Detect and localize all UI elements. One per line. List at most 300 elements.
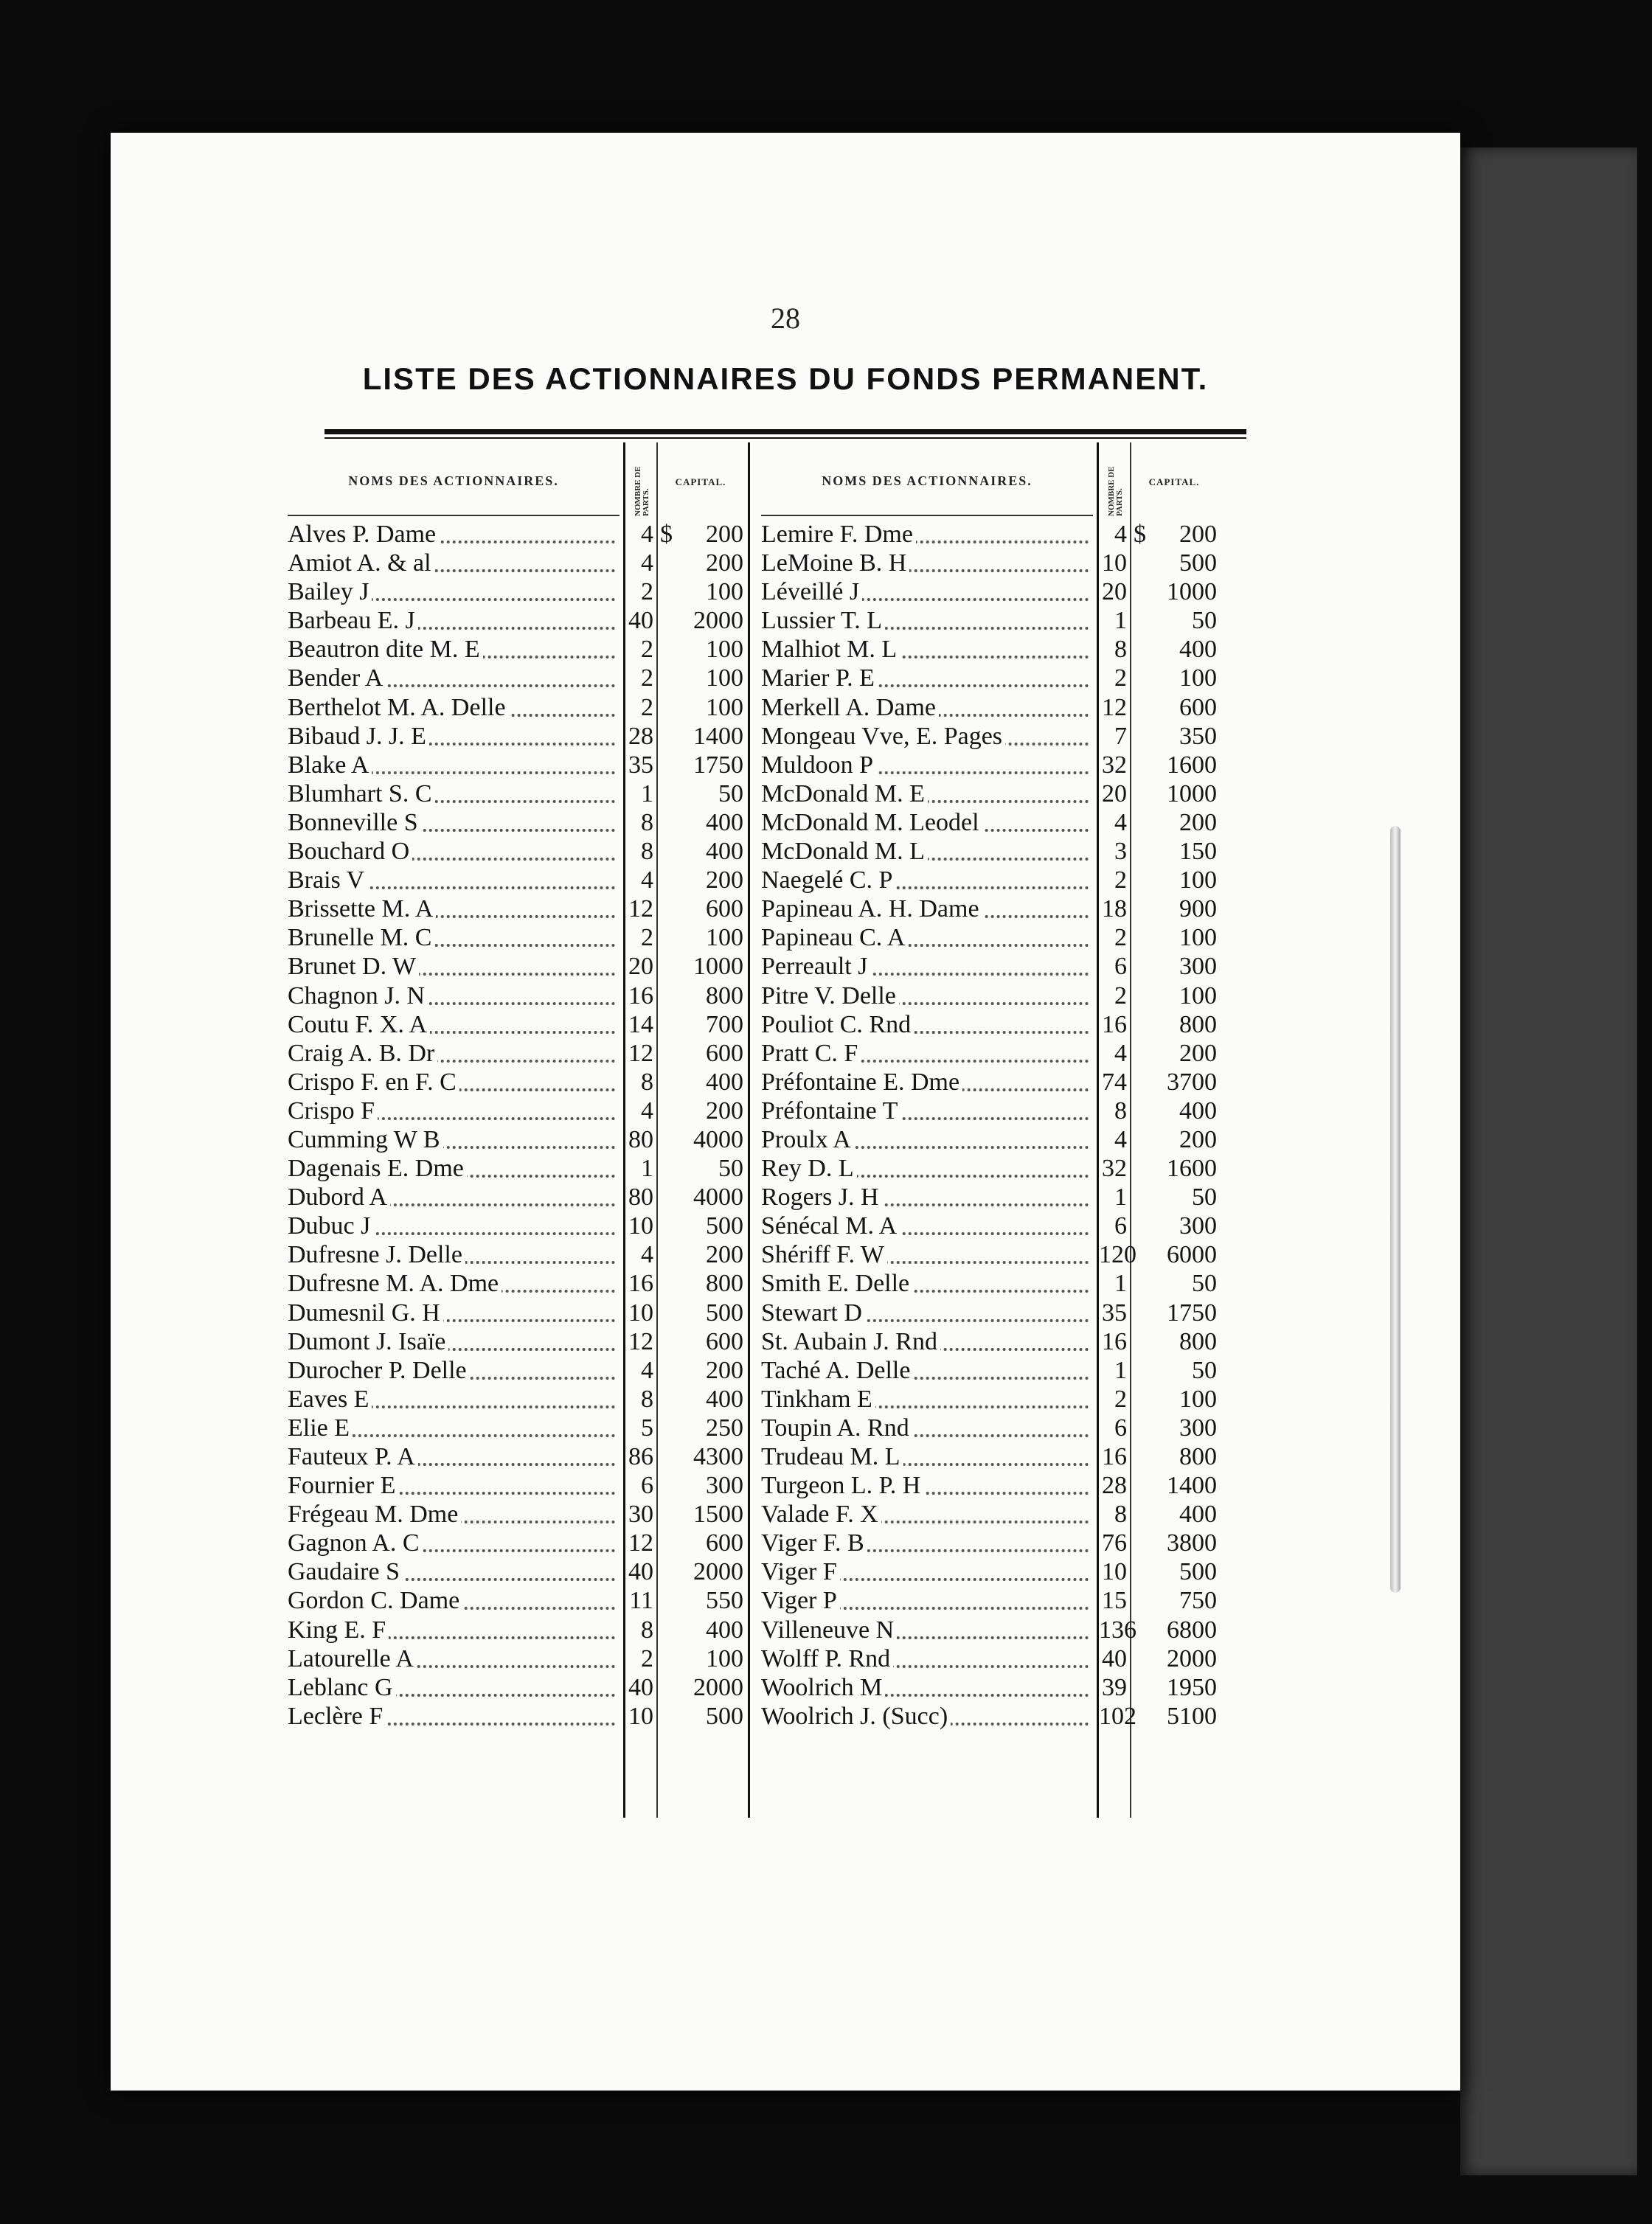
capital-amount: 500 bbox=[706, 1702, 743, 1730]
dollar-sign: $ bbox=[1134, 521, 1146, 548]
shareholder-name-cell bbox=[288, 1471, 621, 1500]
table-row bbox=[761, 1097, 1233, 1125]
shareholder-name: Valade F. X bbox=[761, 1501, 881, 1528]
table-row bbox=[761, 1644, 1233, 1673]
capital-amount: 100 bbox=[706, 924, 743, 952]
shareholder-name: Smith E. Delle bbox=[761, 1270, 912, 1297]
shareholder-name: Naegelé C. P bbox=[761, 866, 895, 894]
table-row bbox=[288, 923, 760, 952]
parts-count: 2 bbox=[1114, 924, 1127, 952]
header-parts: NOMBRE DE PARTS. bbox=[634, 466, 650, 516]
shareholder-name: Taché A. Delle bbox=[761, 1357, 913, 1384]
shareholder-name: Bailey J bbox=[288, 578, 372, 605]
shareholder-name-cell bbox=[761, 751, 1094, 779]
table-row bbox=[761, 1385, 1233, 1414]
parts-count: 16 bbox=[628, 981, 653, 1010]
capital-amount: 2000 bbox=[693, 1558, 743, 1586]
shareholder-name: Pratt C. F bbox=[761, 1040, 861, 1067]
shareholder-name-cell bbox=[761, 1529, 1094, 1557]
shareholder-name-cell bbox=[761, 1299, 1094, 1327]
table-header bbox=[288, 442, 774, 516]
capital-amount: 400 bbox=[706, 1068, 743, 1096]
table-row bbox=[288, 1010, 760, 1039]
table-row bbox=[761, 1212, 1233, 1240]
table-row bbox=[288, 722, 760, 751]
shareholder-name-cell bbox=[288, 1299, 621, 1327]
parts-count: 5 bbox=[641, 1414, 653, 1442]
capital-amount: 50 bbox=[718, 779, 743, 807]
shareholder-name-cell bbox=[288, 1673, 621, 1702]
shareholder-name: Leclère F bbox=[288, 1703, 386, 1730]
capital-amount: 900 bbox=[1179, 895, 1217, 923]
parts-count: 8 bbox=[1114, 1501, 1127, 1529]
table-row bbox=[761, 894, 1233, 923]
capital-amount: 100 bbox=[706, 1644, 743, 1672]
shareholder-name-cell bbox=[761, 1442, 1094, 1471]
shareholder-name: Eaves E bbox=[288, 1386, 372, 1413]
table-row bbox=[761, 1010, 1233, 1039]
shareholder-name: LeMoine B. H bbox=[761, 549, 909, 577]
shareholder-name-cell bbox=[761, 894, 1094, 923]
table-header bbox=[761, 442, 1248, 516]
capital-amount: 400 bbox=[706, 1385, 743, 1413]
shareholder-name-cell bbox=[761, 952, 1094, 981]
table-row bbox=[288, 1702, 760, 1731]
parts-count: 14 bbox=[628, 1010, 653, 1038]
shareholder-name-cell bbox=[761, 606, 1094, 635]
shareholder-name: Fournier E bbox=[288, 1472, 398, 1499]
table-row bbox=[761, 1068, 1233, 1097]
parts-count: 8 bbox=[641, 808, 653, 836]
table-row bbox=[288, 1356, 760, 1385]
table-row bbox=[288, 1068, 760, 1097]
parts-count: 4 bbox=[641, 1356, 653, 1384]
parts-count: 16 bbox=[1102, 1010, 1127, 1038]
shareholder-name-cell bbox=[761, 837, 1094, 866]
parts-count: 11 bbox=[629, 1587, 653, 1615]
shareholder-name-cell bbox=[288, 1154, 621, 1183]
shareholder-name: Woolrich J. (Succ) bbox=[761, 1703, 951, 1730]
capital-amount: 200 bbox=[706, 521, 743, 548]
parts-count: 20 bbox=[628, 953, 653, 981]
capital-amount: 4300 bbox=[693, 1443, 743, 1470]
page-number: 28 bbox=[771, 302, 800, 335]
capital-amount: 600 bbox=[1179, 693, 1217, 721]
table-row bbox=[288, 1212, 760, 1240]
shareholder-name-cell bbox=[761, 1471, 1094, 1500]
shareholder-name-cell bbox=[288, 1702, 621, 1731]
capital-amount: 600 bbox=[706, 895, 743, 923]
shareholder-name: Chagnon J. N bbox=[288, 982, 428, 1010]
table-row bbox=[761, 1183, 1233, 1212]
table-row bbox=[288, 1385, 760, 1414]
shareholder-name: Crispo F bbox=[288, 1097, 378, 1125]
capital-amount: 3700 bbox=[1167, 1068, 1217, 1096]
capital-amount: 3800 bbox=[1167, 1529, 1217, 1557]
parts-count: 28 bbox=[1102, 1472, 1127, 1500]
shareholder-name: Préfontaine T bbox=[761, 1097, 900, 1125]
shareholder-name-cell bbox=[288, 1644, 621, 1673]
parts-count: 40 bbox=[1102, 1644, 1127, 1672]
table-row bbox=[288, 1442, 760, 1471]
shareholder-name: Dumesnil G. H bbox=[288, 1299, 443, 1327]
capital-amount: 400 bbox=[706, 808, 743, 836]
shareholder-name-cell bbox=[761, 1212, 1094, 1240]
table-row bbox=[288, 635, 760, 664]
shareholder-name-cell bbox=[288, 1212, 621, 1240]
parts-count: 8 bbox=[641, 838, 653, 866]
capital-amount: 5100 bbox=[1167, 1702, 1217, 1730]
parts-count: 39 bbox=[1102, 1673, 1127, 1701]
shareholder-name-cell bbox=[761, 520, 1094, 549]
table-row bbox=[288, 1097, 760, 1125]
table-row bbox=[288, 1299, 760, 1327]
table-row bbox=[288, 1125, 760, 1154]
shareholder-name: Dufresne M. A. Dme bbox=[288, 1270, 502, 1297]
capital-amount: 100 bbox=[706, 693, 743, 721]
parts-count: 6 bbox=[1114, 953, 1127, 981]
table-row bbox=[288, 549, 760, 577]
shareholder-name: Viger P bbox=[761, 1587, 840, 1614]
capital-amount: 300 bbox=[1179, 1414, 1217, 1442]
capital-amount: 800 bbox=[1179, 1327, 1217, 1355]
table-row bbox=[761, 952, 1233, 981]
capital-amount: 1400 bbox=[1167, 1472, 1217, 1500]
capital-amount: 100 bbox=[1179, 924, 1217, 952]
parts-count: 80 bbox=[628, 1125, 653, 1153]
shareholder-name: Sénécal M. A bbox=[761, 1212, 900, 1240]
parts-count: 8 bbox=[641, 1616, 653, 1644]
shareholder-name-cell bbox=[288, 952, 621, 981]
table-row bbox=[288, 1240, 760, 1269]
shareholder-name: Préfontaine E. Dme bbox=[761, 1068, 962, 1096]
capital-amount: 200 bbox=[1179, 1125, 1217, 1153]
book-spine bbox=[1460, 147, 1637, 2175]
parts-count: 12 bbox=[628, 1327, 653, 1355]
parts-count: 2 bbox=[641, 636, 653, 664]
parts-count: 1 bbox=[641, 1155, 653, 1183]
shareholder-name: Muldoon P bbox=[761, 751, 876, 779]
shareholder-name-cell bbox=[761, 1154, 1094, 1183]
table-row bbox=[288, 952, 760, 981]
table-row bbox=[761, 520, 1233, 549]
capital-amount: 400 bbox=[1179, 1097, 1217, 1125]
shareholder-name-cell bbox=[761, 981, 1094, 1010]
table-row bbox=[288, 1183, 760, 1212]
shareholder-name-cell bbox=[761, 1125, 1094, 1154]
shareholder-name: Léveillé J bbox=[761, 578, 862, 605]
table-row bbox=[288, 1500, 760, 1529]
table-row bbox=[761, 1039, 1233, 1068]
table-row bbox=[288, 577, 760, 606]
shareholder-name: Proulx A bbox=[761, 1126, 854, 1153]
parts-count: 1 bbox=[641, 779, 653, 807]
parts-count: 6 bbox=[1114, 1414, 1127, 1442]
shareholder-name: Trudeau M. L bbox=[761, 1443, 903, 1470]
table-row bbox=[288, 981, 760, 1010]
capital-amount: 50 bbox=[1192, 1356, 1217, 1384]
shareholder-name: Leblanc G bbox=[288, 1674, 396, 1701]
shareholder-name: Lussier T. L bbox=[761, 607, 885, 634]
parts-count: 32 bbox=[1102, 751, 1127, 779]
table-row bbox=[288, 894, 760, 923]
parts-count: 12 bbox=[628, 1529, 653, 1557]
capital-amount: 400 bbox=[706, 838, 743, 866]
capital-amount: 1600 bbox=[1167, 751, 1217, 779]
shareholder-name-cell bbox=[761, 1500, 1094, 1529]
shareholder-name-cell bbox=[288, 1356, 621, 1385]
table-row bbox=[761, 1356, 1233, 1385]
capital-amount: 150 bbox=[1179, 838, 1217, 866]
parts-count: 8 bbox=[1114, 636, 1127, 664]
shareholder-name-cell bbox=[288, 520, 621, 549]
table-row bbox=[761, 1125, 1233, 1154]
shareholder-name-cell bbox=[761, 549, 1094, 577]
parts-count: 8 bbox=[641, 1385, 653, 1413]
shareholder-name: Latourelle A bbox=[288, 1645, 417, 1672]
shareholder-name-cell bbox=[288, 837, 621, 866]
capital-amount: 1500 bbox=[693, 1501, 743, 1529]
capital-amount: 800 bbox=[1179, 1443, 1217, 1470]
parts-count: 4 bbox=[641, 549, 653, 577]
capital-amount: 100 bbox=[706, 578, 743, 606]
capital-amount: 400 bbox=[1179, 636, 1217, 664]
shareholder-name: McDonald M. E bbox=[761, 780, 928, 807]
binding-thread bbox=[1390, 826, 1401, 1593]
table-row bbox=[288, 1673, 760, 1702]
shareholder-name: Elie E bbox=[288, 1414, 353, 1442]
capital-amount: 50 bbox=[718, 1155, 743, 1183]
shareholder-name-cell bbox=[761, 1356, 1094, 1385]
shareholder-name: Cumming W B bbox=[288, 1126, 443, 1153]
shareholder-name-cell bbox=[288, 1442, 621, 1471]
capital-amount: 1750 bbox=[1167, 1299, 1217, 1327]
shareholder-name-cell bbox=[288, 1385, 621, 1414]
table-row bbox=[761, 808, 1233, 837]
shareholder-name-cell bbox=[288, 1125, 621, 1154]
shareholder-name: Alves P. Dame bbox=[288, 521, 439, 548]
shareholder-name-cell bbox=[761, 866, 1094, 894]
shareholder-name-cell bbox=[288, 1183, 621, 1212]
capital-amount: 350 bbox=[1179, 722, 1217, 750]
capital-amount: 800 bbox=[706, 1270, 743, 1298]
table-row bbox=[288, 866, 760, 894]
shareholder-name: Bouchard O bbox=[288, 838, 412, 865]
table-row bbox=[761, 635, 1233, 664]
capital-amount: 1000 bbox=[1167, 578, 1217, 606]
table-row bbox=[761, 577, 1233, 606]
parts-count: 10 bbox=[1102, 549, 1127, 577]
parts-count: 2 bbox=[1114, 664, 1127, 692]
parts-count: 20 bbox=[1102, 779, 1127, 807]
parts-count: 74 bbox=[1102, 1068, 1127, 1096]
header-underline bbox=[761, 515, 1093, 516]
shareholder-name: King E. F bbox=[288, 1616, 389, 1644]
shareholder-name: Barbeau E. J bbox=[288, 607, 418, 634]
parts-count: 2 bbox=[641, 693, 653, 721]
parts-count: 4 bbox=[641, 866, 653, 894]
parts-count: 86 bbox=[628, 1443, 653, 1470]
shareholder-name-cell bbox=[761, 1557, 1094, 1586]
parts-count: 12 bbox=[1102, 693, 1127, 721]
capital-amount: 700 bbox=[706, 1010, 743, 1038]
table-row bbox=[761, 549, 1233, 577]
shareholder-name-cell bbox=[761, 1644, 1094, 1673]
parts-count: 10 bbox=[628, 1702, 653, 1730]
shareholder-name: Viger F bbox=[761, 1558, 840, 1585]
capital-amount: 100 bbox=[706, 636, 743, 664]
capital-amount: 1000 bbox=[693, 953, 743, 981]
table-row bbox=[761, 1557, 1233, 1586]
shareholder-name: Toupin A. Rnd bbox=[761, 1414, 912, 1442]
capital-amount: 600 bbox=[706, 1039, 743, 1067]
shareholder-name: Lemire F. Dme bbox=[761, 521, 916, 548]
page-title: LISTE DES ACTIONNAIRES DU FONDS PERMANENT. bbox=[362, 361, 1209, 396]
table-row bbox=[761, 1269, 1233, 1298]
shareholder-name-cell bbox=[761, 1097, 1094, 1125]
shareholder-name-cell bbox=[288, 1586, 621, 1615]
shareholder-name-cell bbox=[288, 1616, 621, 1644]
table-row bbox=[761, 1529, 1233, 1557]
capital-amount: 100 bbox=[1179, 981, 1217, 1010]
shareholder-name-cell bbox=[288, 1240, 621, 1269]
table-row bbox=[288, 808, 760, 837]
shareholder-name: McDonald M. Leodel bbox=[761, 809, 982, 836]
capital-amount: 200 bbox=[706, 866, 743, 894]
shareholder-name-cell bbox=[761, 1673, 1094, 1702]
shareholder-name-cell bbox=[288, 549, 621, 577]
capital-amount: 1950 bbox=[1167, 1673, 1217, 1701]
shareholder-name: McDonald M. L bbox=[761, 838, 928, 865]
capital-amount: 2000 bbox=[693, 1673, 743, 1701]
table-row bbox=[288, 1586, 760, 1615]
table-row bbox=[288, 1557, 760, 1586]
shareholder-name-cell bbox=[761, 693, 1094, 722]
table-row bbox=[761, 1327, 1233, 1356]
capital-amount: 100 bbox=[1179, 664, 1217, 692]
shareholder-name-cell bbox=[761, 1039, 1094, 1068]
shareholder-name: Villeneuve N bbox=[761, 1616, 897, 1644]
parts-count: 3 bbox=[1114, 838, 1127, 866]
parts-count: 10 bbox=[628, 1212, 653, 1240]
shareholder-name-cell bbox=[761, 577, 1094, 606]
shareholder-name: Papineau A. H. Dame bbox=[761, 895, 982, 922]
capital-amount: 400 bbox=[1179, 1501, 1217, 1529]
shareholder-name: Frégeau M. Dme bbox=[288, 1501, 461, 1528]
shareholder-name-cell bbox=[761, 1183, 1094, 1212]
shareholder-name-cell bbox=[761, 1616, 1094, 1644]
shareholder-name: Fauteux P. A bbox=[288, 1443, 418, 1470]
table-row bbox=[288, 1529, 760, 1557]
shareholder-name: Tinkham E bbox=[761, 1386, 875, 1413]
shareholder-name-cell bbox=[761, 1385, 1094, 1414]
parts-count: 4 bbox=[1114, 1125, 1127, 1153]
capital-amount: 200 bbox=[706, 1097, 743, 1125]
shareholder-name-cell bbox=[288, 1039, 621, 1068]
capital-amount: 400 bbox=[706, 1616, 743, 1644]
parts-count: 10 bbox=[628, 1299, 653, 1327]
shareholder-name: Papineau C. A bbox=[761, 924, 908, 951]
shareholder-name-cell bbox=[288, 894, 621, 923]
shareholder-name-cell bbox=[761, 1586, 1094, 1615]
shareholder-name-cell bbox=[761, 664, 1094, 692]
capital-amount: 800 bbox=[1179, 1010, 1217, 1038]
capital-amount: 600 bbox=[706, 1529, 743, 1557]
parts-count: 4 bbox=[641, 521, 653, 548]
shareholder-name: Brunet D. W bbox=[288, 953, 419, 980]
shareholder-name-cell bbox=[761, 779, 1094, 808]
table-row bbox=[761, 1702, 1233, 1731]
header-capital: CAPITAL. bbox=[675, 476, 726, 487]
shareholder-name: Gaudaire S bbox=[288, 1558, 403, 1585]
shareholder-name: Perreault J bbox=[761, 953, 870, 980]
shareholder-name: Bender A bbox=[288, 664, 386, 692]
table-row bbox=[288, 1414, 760, 1442]
table-row bbox=[288, 520, 760, 549]
capital-amount: 1400 bbox=[693, 722, 743, 750]
shareholder-name: Stewart D bbox=[761, 1299, 865, 1327]
table-row bbox=[761, 664, 1233, 692]
parts-count: 2 bbox=[1114, 981, 1127, 1010]
table-row bbox=[761, 837, 1233, 866]
shareholder-name-cell bbox=[761, 722, 1094, 751]
table-row bbox=[288, 779, 760, 808]
parts-count: 6 bbox=[1114, 1212, 1127, 1240]
shareholder-name-cell bbox=[761, 1414, 1094, 1442]
shareholder-name: Dufresne J. Delle bbox=[288, 1241, 465, 1268]
table-row bbox=[761, 1673, 1233, 1702]
table-row bbox=[288, 1039, 760, 1068]
capital-amount: 6000 bbox=[1167, 1241, 1217, 1269]
parts-count: 1 bbox=[1114, 1184, 1127, 1212]
capital-amount: 4000 bbox=[693, 1184, 743, 1212]
parts-count: 102 bbox=[1099, 1702, 1136, 1730]
shareholder-name: Pitre V. Delle bbox=[761, 982, 899, 1010]
parts-count: 30 bbox=[628, 1501, 653, 1529]
capital-amount: 1000 bbox=[1167, 779, 1217, 807]
header-parts: NOMBRE DE PARTS. bbox=[1107, 466, 1124, 516]
parts-count: 10 bbox=[1102, 1558, 1127, 1586]
table-row bbox=[761, 606, 1233, 635]
shareholder-name-cell bbox=[288, 606, 621, 635]
shareholder-name: Berthelot M. A. Delle bbox=[288, 694, 509, 721]
capital-amount: 550 bbox=[706, 1587, 743, 1615]
capital-amount: 100 bbox=[706, 664, 743, 692]
shareholder-name-cell bbox=[288, 1097, 621, 1125]
shareholder-name-cell bbox=[288, 1500, 621, 1529]
parts-count: 40 bbox=[628, 1558, 653, 1586]
shareholder-name: Bibaud J. J. E bbox=[288, 723, 429, 750]
shareholder-name: Dagenais E. Dme bbox=[288, 1155, 467, 1182]
shareholder-name: Dubord A bbox=[288, 1184, 390, 1211]
shareholder-name-cell bbox=[761, 923, 1094, 952]
header-names: NOMS DES ACTIONNAIRES. bbox=[348, 473, 559, 488]
parts-count: 1 bbox=[1114, 1270, 1127, 1298]
capital-amount: 250 bbox=[706, 1414, 743, 1442]
shareholder-name-cell bbox=[288, 1068, 621, 1097]
shareholder-name-cell bbox=[288, 1010, 621, 1039]
capital-amount: 2000 bbox=[693, 607, 743, 635]
shareholder-name-cell bbox=[288, 1269, 621, 1298]
table-row bbox=[288, 1327, 760, 1356]
shareholder-name: Gordon C. Dame bbox=[288, 1587, 462, 1614]
shareholder-name-cell bbox=[288, 751, 621, 779]
capital-amount: 300 bbox=[1179, 953, 1217, 981]
capital-amount: 750 bbox=[1179, 1587, 1217, 1615]
parts-count: 120 bbox=[1099, 1241, 1136, 1269]
shareholder-name-cell bbox=[288, 779, 621, 808]
shareholder-name: Beautron dite M. E bbox=[288, 636, 483, 663]
